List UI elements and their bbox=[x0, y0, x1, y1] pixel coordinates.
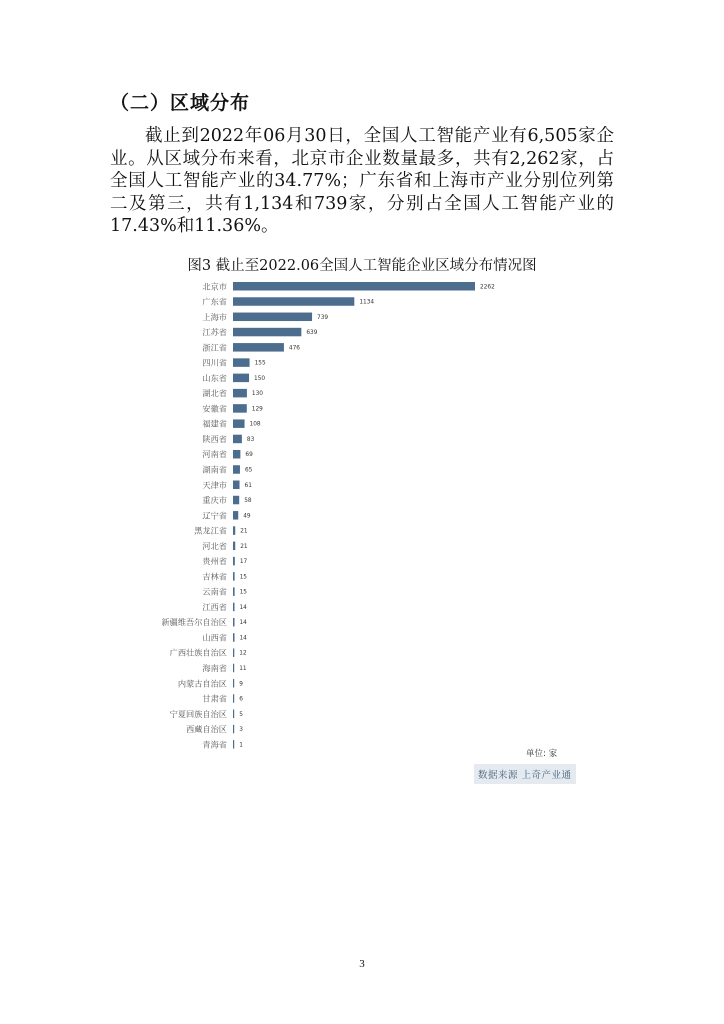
value-label: 69 bbox=[245, 452, 253, 459]
category-label: 贵州省 bbox=[202, 556, 227, 567]
category-label: 宁夏回族自治区 bbox=[169, 708, 227, 719]
value-label: 6 bbox=[239, 696, 243, 703]
bar bbox=[233, 542, 235, 551]
body-paragraph: 截止到2022年06月30日，全国人工智能产业有6,505家企业。从区域分布来看，北京市企业数量最多，共有2,262家，占全国人工智能产业的34.77%；广东省和上海市产业分别位列第二及第三，共有1,134和739家，分别占全国人工智能产业的17.43%和11.36%。 bbox=[110, 126, 614, 237]
category-label: 辽宁省 bbox=[202, 510, 227, 521]
value-label: 108 bbox=[249, 421, 261, 428]
bar bbox=[233, 633, 234, 642]
category-label: 河北省 bbox=[202, 540, 227, 551]
value-label: 61 bbox=[244, 482, 252, 489]
category-label: 天津市 bbox=[202, 479, 227, 490]
bar bbox=[233, 465, 240, 474]
bar bbox=[233, 313, 312, 322]
chart-unit-label: 单位: 家 bbox=[526, 749, 558, 759]
bar bbox=[233, 587, 235, 596]
category-label: 吉林省 bbox=[202, 571, 227, 582]
section-heading: （二）区域分布 bbox=[110, 92, 251, 114]
category-label: 广东省 bbox=[202, 296, 227, 307]
category-label: 安徽省 bbox=[202, 403, 227, 414]
bar bbox=[233, 496, 239, 505]
category-label: 黑龙江省 bbox=[194, 525, 227, 536]
figure-caption: 图3 截止至2022.06全国人工智能企业区域分布情况图 bbox=[187, 258, 537, 274]
category-label: 山西省 bbox=[202, 632, 227, 643]
bar bbox=[233, 282, 475, 291]
category-label: 河南省 bbox=[202, 449, 227, 460]
category-label: 西藏自治区 bbox=[186, 724, 227, 735]
bar bbox=[233, 679, 234, 688]
bar bbox=[233, 603, 234, 612]
category-label: 上海市 bbox=[202, 311, 227, 322]
bar bbox=[233, 511, 238, 520]
bar bbox=[233, 740, 234, 749]
category-label: 湖北省 bbox=[202, 388, 227, 399]
bar bbox=[233, 648, 234, 657]
value-label: 639 bbox=[306, 330, 318, 337]
value-label: 155 bbox=[254, 360, 266, 367]
value-label: 1 bbox=[239, 742, 243, 749]
category-label: 福建省 bbox=[202, 418, 227, 429]
category-label: 云南省 bbox=[202, 586, 227, 597]
value-label: 12 bbox=[239, 650, 247, 657]
bar bbox=[233, 664, 234, 673]
bar bbox=[233, 557, 235, 566]
value-label: 739 bbox=[317, 314, 329, 321]
value-label: 5 bbox=[239, 711, 243, 718]
data-source-badge: 数据来源 上奇产业通 bbox=[474, 764, 576, 784]
bar bbox=[233, 526, 235, 535]
value-label: 1134 bbox=[359, 299, 375, 306]
value-label: 21 bbox=[240, 528, 248, 535]
bar bbox=[233, 435, 242, 444]
value-label: 58 bbox=[244, 498, 252, 505]
category-label: 甘肃省 bbox=[202, 693, 227, 704]
bar bbox=[233, 618, 234, 627]
value-label: 83 bbox=[246, 436, 255, 443]
bar bbox=[233, 328, 301, 337]
value-label: 2262 bbox=[480, 284, 495, 291]
bar bbox=[233, 450, 240, 459]
bar bbox=[233, 572, 235, 581]
category-label: 浙江省 bbox=[202, 342, 227, 353]
category-label: 青海省 bbox=[202, 739, 227, 750]
value-label: 129 bbox=[251, 406, 263, 413]
category-label: 重庆市 bbox=[202, 495, 227, 506]
category-label: 新疆维吾尔自治区 bbox=[161, 617, 227, 628]
bar bbox=[233, 389, 247, 398]
bar bbox=[233, 297, 354, 306]
category-label: 湖南省 bbox=[202, 464, 227, 475]
value-label: 15 bbox=[239, 589, 247, 596]
region-bar-chart bbox=[140, 278, 600, 753]
bar bbox=[233, 725, 234, 734]
value-label: 65 bbox=[244, 467, 253, 474]
page-number: 3 bbox=[359, 958, 365, 970]
bar bbox=[233, 710, 234, 719]
value-label: 476 bbox=[288, 345, 301, 352]
category-label: 北京市 bbox=[202, 281, 227, 292]
category-label: 陕西省 bbox=[202, 433, 227, 444]
category-label: 四川省 bbox=[202, 357, 227, 368]
value-label: 49 bbox=[243, 513, 251, 520]
bar bbox=[233, 481, 240, 490]
value-label: 21 bbox=[240, 543, 248, 550]
value-label: 9 bbox=[239, 681, 243, 688]
category-label: 江西省 bbox=[202, 601, 227, 612]
category-label: 广西壮族自治区 bbox=[169, 647, 227, 658]
bar bbox=[233, 343, 284, 352]
value-label: 17 bbox=[239, 559, 248, 566]
category-label: 山东省 bbox=[202, 372, 227, 383]
bar bbox=[233, 374, 249, 383]
value-label: 14 bbox=[239, 620, 247, 627]
value-label: 14 bbox=[239, 635, 247, 642]
value-label: 15 bbox=[239, 574, 247, 581]
value-label: 14 bbox=[239, 604, 247, 611]
value-label: 3 bbox=[239, 727, 243, 734]
bar bbox=[233, 358, 250, 367]
category-label: 江苏省 bbox=[202, 327, 227, 338]
bar bbox=[233, 694, 234, 703]
value-label: 130 bbox=[251, 391, 263, 398]
value-label: 11 bbox=[239, 666, 247, 672]
bar bbox=[233, 404, 247, 413]
category-label: 内蒙古自治区 bbox=[177, 678, 227, 689]
bar bbox=[233, 419, 245, 428]
category-label: 海南省 bbox=[202, 663, 227, 673]
value-label: 150 bbox=[254, 375, 266, 382]
